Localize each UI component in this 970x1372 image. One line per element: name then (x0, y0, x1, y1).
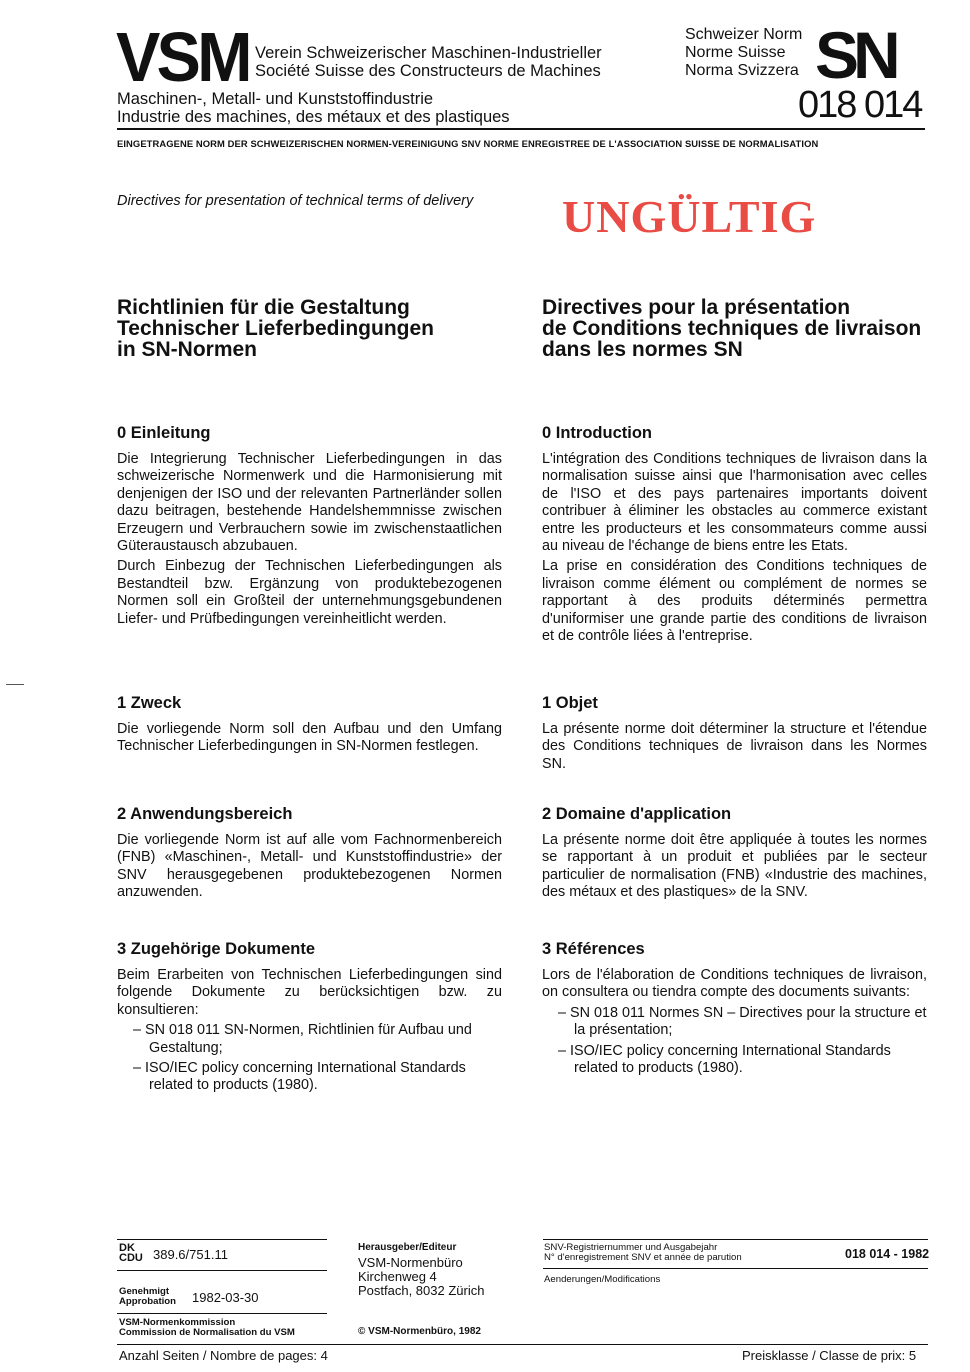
norm-type (685, 26, 802, 80)
paragraph: Beim Erarbeiten von Technischen Lieferbedingungen sind folgende Dokumente zu berücksichtigen bzw. zu konsultieren: (117, 967, 502, 1018)
sn-logo: SN (815, 18, 895, 92)
dk-label-block (119, 1243, 143, 1263)
copyright: © VSM-Normenbüro, 1982 (358, 1326, 481, 1337)
price-class: Preisklasse / Classe de prix: 5 (742, 1348, 917, 1363)
footer-rule (117, 1270, 327, 1271)
paragraph: L'intégration des Conditions techniques de livraison dans la normalisation suisse ainsi que l'harmonisation avec celles de l'ISO et des pays partenaires importants doivent contribuer à éliminer les obstacles au commerce existant entre les producteurs et les consommateurs comme aussi au niveau de l'échange de biens entre les Etats. (542, 451, 927, 555)
dk-value: 389.6/751.11 (153, 1247, 228, 1262)
norm-type-de: Schweizer Norm (685, 26, 803, 43)
section-heading: 0 Einleitung (117, 424, 211, 442)
section-heading: 2 Domaine d'application (542, 805, 732, 823)
registered-norm-line: EINGETRAGENE NORM DER SCHWEIZERISCHEN NORMEN-VEREINIGUNG SNV NORME ENREGISTREE DE L'ASSOCIATION SUISSE DE NORMALISATION (117, 138, 819, 149)
footer-rule (543, 1268, 928, 1269)
modifications-label: Aenderungen/Modifications (544, 1274, 661, 1285)
publisher-name: VSM-Normenbüro (358, 1255, 463, 1270)
organisation-name (255, 44, 602, 80)
industry-sector-fr: Industrie des machines, des métaux et des plastiques (117, 108, 510, 126)
page-count: Anzahl Seiten / Nombre de pages: 4 (119, 1348, 328, 1363)
title-de-line: Richtlinien für die Gestaltung (117, 296, 410, 319)
section-heading: 3 Références (542, 940, 645, 958)
title-fr-line: de Conditions techniques de livraison (542, 317, 922, 340)
paragraph: La présente norme doit être appliquée à toutes les normes se rapportant à un produit et publiées par le secteur particulier de normalisation (FNB) «Industrie des machines, des métaux et des plastiques» de la SNV. (542, 832, 927, 901)
header-rule (117, 128, 925, 130)
title-fr (542, 297, 942, 360)
paragraph: La prise en considération des Conditions techniques de livraison comme élément ou complément de normes se rapportant à des produits déterminés permettra d'uniformiser une grande partie des conditions de livraison et de contrôle liées à l'entreprise. (542, 558, 927, 645)
snv-reg-label-fr: N° d'enregistrement SNV et année de parution (544, 1252, 742, 1263)
publisher-street: Kirchenweg 4 (358, 1269, 437, 1284)
commission-de: VSM-Normenkommission (119, 1317, 236, 1328)
paragraph: Durch Einbezug der Technischen Lieferbedingungen als Bestandteil bzw. Ergänzung von produktebezogenen Normen soll ein Großteil der unternehmungsgebundenen Liefer- und Prüfbedingungen vereinheitlicht werden. (117, 558, 502, 627)
publisher-block (358, 1243, 484, 1298)
cdu-label: CDU (119, 1252, 143, 1264)
section-heading: 2 Anwendungsbereich (117, 805, 293, 823)
publisher-city: Postfach, 8032 Zürich (358, 1283, 485, 1298)
norm-type-fr: Norme Suisse (685, 44, 786, 61)
section-0-de (117, 423, 502, 628)
title-de-line: in SN-Normen (117, 338, 258, 361)
publisher-label: Herausgeber/Editeur (358, 1242, 457, 1253)
organisation-name-fr: Société Suisse des Constructeurs de Machines (255, 62, 601, 80)
snv-registration-block (544, 1243, 742, 1263)
commission-block (119, 1318, 295, 1338)
section-2-fr (542, 804, 927, 902)
list-item: – ISO/IEC policy concerning International Standards related to products (1980). (558, 1042, 891, 1077)
approval-label-fr: Approbation (119, 1296, 177, 1307)
section-2-de (117, 804, 502, 902)
norm-type-it: Norma Svizzera (685, 62, 799, 79)
section-heading: 1 Zweck (117, 694, 182, 712)
section-3-fr (542, 939, 927, 1077)
paragraph: La présente norme doit déterminer la structure et l'étendue des Conditions techniques de livraison dans les Normes SN. (542, 721, 927, 772)
paragraph: Lors de l'élaboration de Conditions techniques de livraison, on consultera ou tiendra compte des documents suivants: (542, 967, 927, 1001)
title-de (117, 297, 517, 360)
margin-mark (6, 684, 24, 685)
list-item: – SN 018 011 Normes SN – Directives pour la structure et la présentation; (558, 1004, 927, 1039)
snv-reg-value: 018 014 - 1982 (845, 1247, 930, 1261)
paragraph: Die vorliegende Norm soll den Aufbau und den Umfang Technischer Lieferbedingungen in SN-Normen festlegen. (117, 721, 502, 755)
organisation-name-de: Verein Schweizerischer Maschinen-Industrieller (255, 44, 602, 62)
section-0-fr (542, 423, 927, 645)
paragraph: Die Integrierung Technischer Lieferbedingungen in das schweizerische Normenwerk und die Harmonisierung mit denjenigen der ISO und der relevanten Partnerländer sollen dazu beitragen, bestehende Handelshemmnisse zwischen Erzeugern und Verbrauchern sowie im zwischenstaatlichen Güteraustausch abzubauen. (117, 451, 502, 555)
footer-rule (543, 1239, 928, 1240)
section-heading: 0 Introduction (542, 424, 652, 442)
approval-label-de: Genehmigt (119, 1286, 170, 1297)
section-1-de (117, 693, 502, 756)
list-item: – ISO/IEC policy concerning International Standards related to products (1980). (133, 1060, 466, 1094)
approval-label-block (119, 1287, 176, 1307)
title-fr-line: Directives pour la présentation (542, 296, 851, 319)
section-1-fr (542, 693, 927, 773)
list-item: – SN 018 011 SN-Normen, Richtlinien für Aufbau und Gestaltung; (133, 1022, 472, 1056)
commission-fr: Commission de Normalisation du VSM (119, 1327, 295, 1338)
english-title: Directives for presentation of technical terms of delivery (117, 193, 474, 209)
section-heading: 1 Objet (542, 694, 598, 712)
norm-number: 018 014 (798, 84, 922, 126)
footer-rule (117, 1239, 327, 1240)
industry-sector-de: Maschinen-, Metall- und Kunststoffindustrie (117, 90, 434, 108)
approval-date: 1982-03-30 (192, 1290, 259, 1305)
vsm-logo: VSM (116, 18, 249, 96)
industry-sector (117, 90, 510, 126)
snv-reg-label-de: SNV-Registriernummer und Ausgabejahr (544, 1242, 718, 1253)
title-fr-line: dans les normes SN (542, 338, 743, 361)
footer-rule (117, 1313, 327, 1314)
section-3-de (117, 939, 502, 1095)
title-de-line: Technischer Lieferbedingungen (117, 317, 434, 340)
dk-label: DK (119, 1242, 135, 1254)
footer-bottom-rule (117, 1344, 928, 1345)
paragraph: Die vorliegende Norm ist auf alle vom Fachnormenbereich (FNB) «Maschinen-, Metall- und Kunststoffindustrie» der SNV herausgegebenen produktebezogenen Normen anzuwenden. (117, 832, 502, 901)
invalid-stamp: UNGÜLTIG (562, 191, 817, 242)
section-heading: 3 Zugehörige Dokumente (117, 940, 316, 958)
